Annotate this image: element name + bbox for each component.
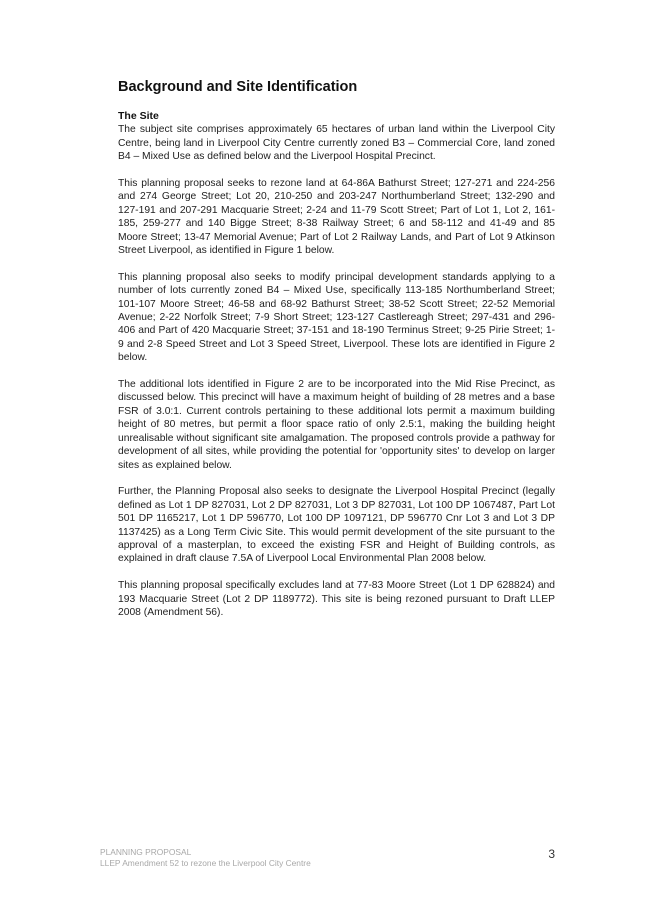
paragraph-hospital-precinct: Further, the Planning Proposal also seeks to designate the Liverpool Hospital Precinct (legally defined as Lot 1 DP 827031, Lot 2 DP 827031, Lot 3 DP 827031, Lot 100 DP 1067487, Part Lot 501 DP 1165217, Lot 1 DP 596770, Lot 100 DP 1097121, DP 596770 Cnr Lot 3 and Lot 3 DP 1137425) as a Long Term Civic Site. This would permit development of the site pursuant to the approval of a masterplan, to exceed the existing FSR and Height of Building controls, as explained in draft clause 7.5A of Liverpool Local Environmental Plan 2008 below. — [118, 486, 555, 565]
page-footer — [100, 847, 555, 869]
paragraph-exclusions: This planning proposal specifically excludes land at 77-83 Moore Street (Lot 1 DP 628824) and 193 Macquarie Street (Lot 2 DP 1189772). This site is being rezoned pursuant to Draft LLEP 2008 (Amendment 56). — [118, 580, 555, 618]
page-content — [118, 78, 555, 633]
paragraph-rezone-land: This planning proposal seeks to rezone land at 64-86A Bathurst Street; 127-271 and 224-256 and 274 George Street; Lot 20, 210-250 and 203-247 Northumberland Street; 132-290 and 127-191 and 207-291 Macquarie Street; 2-24 and 11-79 Scott Street; Part of Lot 1, Lot 2, 161-185, 259-277 and 140 Bigge Street; 8-38 Railway Street; 6 and 58-112 and 41-49 and 85 Moore Street; 13-47 Memorial Avenue; Part of Lot 2 Railway Lands, and Part of Lot 9 Atkinson Street Liverpool, as identified in Figure 1 below. — [118, 178, 555, 257]
paragraph-site-description: The subject site comprises approximately 65 hectares of urban land within the Liverpool City Centre, being land in Liverpool City Centre currently zoned B3 – Commercial Core, land zoned B4 – Mixed Use as defined below and the Liverpool Hospital Precinct. — [118, 124, 555, 163]
paragraph-mid-rise-precinct: The additional lots identified in Figure 2 are to be incorporated into the Mid Rise Precinct, as discussed below. This precinct will have a maximum height of building of 28 metres and a base FSR of 3.0:1. Current controls pertaining to these additional lots permit a maximum building height of 80 metres, but permit a floor space ratio of only 2.5:1, making the building height unrealisable without significant site amalgamation. The proposed controls provide a pathway for development of all sites, while providing the potential for 'opportunity sites' to develop on larger sites as explained below. — [118, 379, 555, 471]
page-number: 3 — [548, 847, 555, 861]
paragraph-development-standards: This planning proposal also seeks to modify principal development standards applying to a number of lots currently zoned B4 – Mixed Use, specifically 113-185 Northumberland Street; 101-107 Moore Street; 46-58 and 68-92 Bathurst Street; 38-52 Scott Street; 22-52 Memorial Avenue; 2-22 Norfolk Street; 7-9 Short Street; 123-127 Castlereagh Street; 297-431 and 296-406 and Part of 420 Macquarie Street; 37-151 and 18-190 Terminus Street; 9-25 Pirie Street; 1-9 and 2-8 Speed Street and Lot 3 Speed Street, Liverpool. These lots are identified in Figure 2 below. — [118, 271, 555, 364]
footer-document-type: PLANNING PROPOSAL — [100, 847, 192, 857]
section-heading: Background and Site Identification — [118, 79, 358, 95]
footer-document-title: LLEP Amendment 52 to rezone the Liverpool City Centre — [100, 858, 311, 868]
subsection-heading: The Site — [118, 110, 159, 122]
